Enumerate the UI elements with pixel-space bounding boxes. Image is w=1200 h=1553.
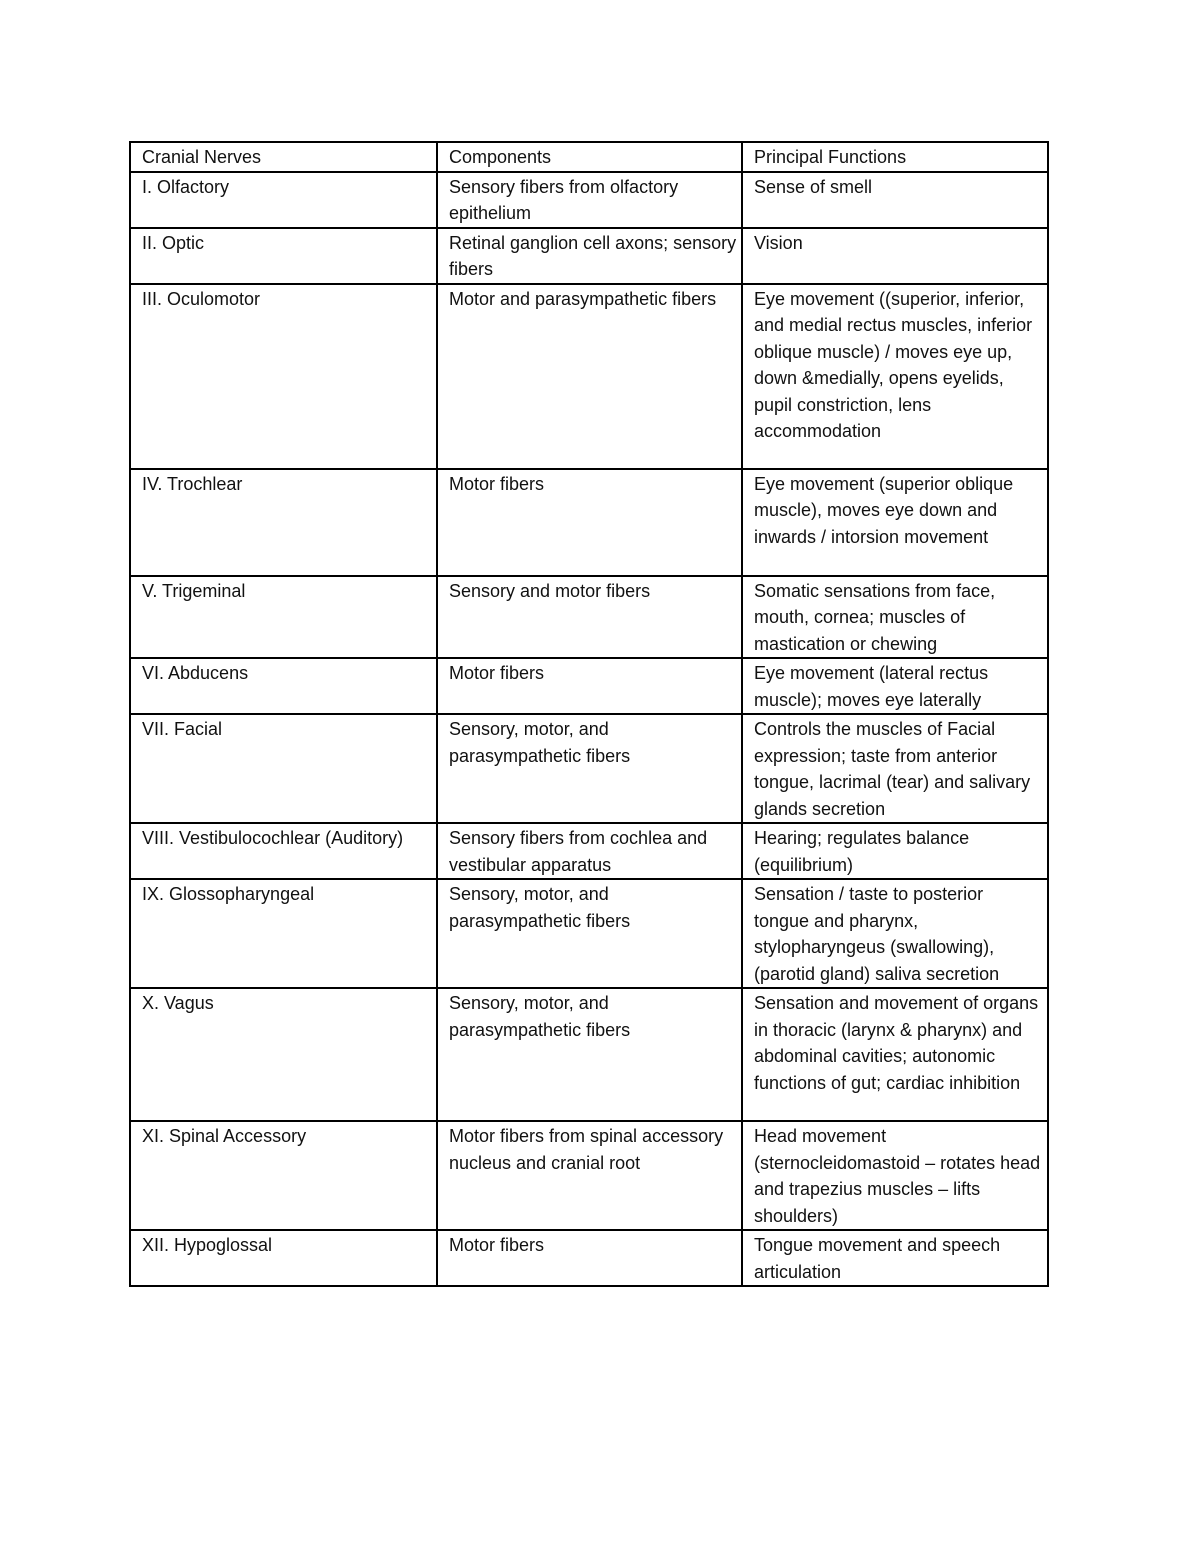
table-row [130,879,1048,988]
components-cell: Sensory, motor, and parasympathetic fibers [437,879,742,988]
table-row [130,823,1048,879]
functions-cell: Head movement (sternocleidomastoid – rotates head and trapezius muscles – lifts shoulders) [742,1121,1048,1230]
nerve-cell: II. Optic [130,228,437,284]
components-cell: Sensory fibers from olfactory epithelium [437,172,742,228]
functions-cell: Eye movement (superior oblique muscle), moves eye down and inwards / intorsion movement [742,469,1048,576]
header-principal-functions: Principal Functions [742,142,1048,172]
table-row [130,658,1048,714]
functions-cell: Sensation and movement of organs in thoracic (larynx & pharynx) and abdominal cavities; autonomic functions of gut; cardiac inhibition [742,988,1048,1121]
components-cell: Motor fibers [437,469,742,576]
components-cell: Sensory fibers from cochlea and vestibular apparatus [437,823,742,879]
functions-cell: Sense of smell [742,172,1048,228]
table-row [130,469,1048,576]
nerve-cell: VIII. Vestibulocochlear (Auditory) [130,823,437,879]
nerve-cell: XII. Hypoglossal [130,1230,437,1286]
cranial-nerves-table [129,141,1049,1287]
components-cell: Sensory, motor, and parasympathetic fibers [437,988,742,1121]
components-cell: Motor fibers [437,658,742,714]
nerve-cell: IV. Trochlear [130,469,437,576]
functions-cell: Somatic sensations from face, mouth, cornea; muscles of mastication or chewing [742,576,1048,659]
functions-cell: Tongue movement and speech articulation [742,1230,1048,1286]
functions-cell: Eye movement ((superior, inferior, and medial rectus muscles, inferior oblique muscle) / moves eye up, down &medially, opens eyelids, pupil constriction, lens accommodation [742,284,1048,469]
nerve-cell: X. Vagus [130,988,437,1121]
table-row [130,228,1048,284]
functions-cell: Vision [742,228,1048,284]
nerve-cell: VII. Facial [130,714,437,823]
nerve-cell: V. Trigeminal [130,576,437,659]
header-cranial-nerves: Cranial Nerves [130,142,437,172]
table-row [130,1230,1048,1286]
components-cell: Retinal ganglion cell axons; sensory fibers [437,228,742,284]
components-cell: Motor and parasympathetic fibers [437,284,742,469]
functions-cell: Eye movement (lateral rectus muscle); moves eye laterally [742,658,1048,714]
components-cell: Motor fibers from spinal accessory nucleus and cranial root [437,1121,742,1230]
table-row [130,1121,1048,1230]
table-header-row [130,142,1048,172]
components-cell: Motor fibers [437,1230,742,1286]
nerve-cell: VI. Abducens [130,658,437,714]
components-cell: Sensory, motor, and parasympathetic fibers [437,714,742,823]
nerve-cell: XI. Spinal Accessory [130,1121,437,1230]
table-row [130,714,1048,823]
components-cell: Sensory and motor fibers [437,576,742,659]
functions-cell: Controls the muscles of Facial expression; taste from anterior tongue, lacrimal (tear) and salivary glands secretion [742,714,1048,823]
nerve-cell: IX. Glossopharyngeal [130,879,437,988]
functions-cell: Hearing; regulates balance (equilibrium) [742,823,1048,879]
table-row [130,576,1048,659]
nerve-cell: I. Olfactory [130,172,437,228]
table-row [130,284,1048,469]
nerve-cell: III. Oculomotor [130,284,437,469]
table-row [130,988,1048,1121]
table-row [130,172,1048,228]
functions-cell: Sensation / taste to posterior tongue and pharynx, stylopharyngeus (swallowing), (parotid gland) saliva secretion [742,879,1048,988]
header-components: Components [437,142,742,172]
